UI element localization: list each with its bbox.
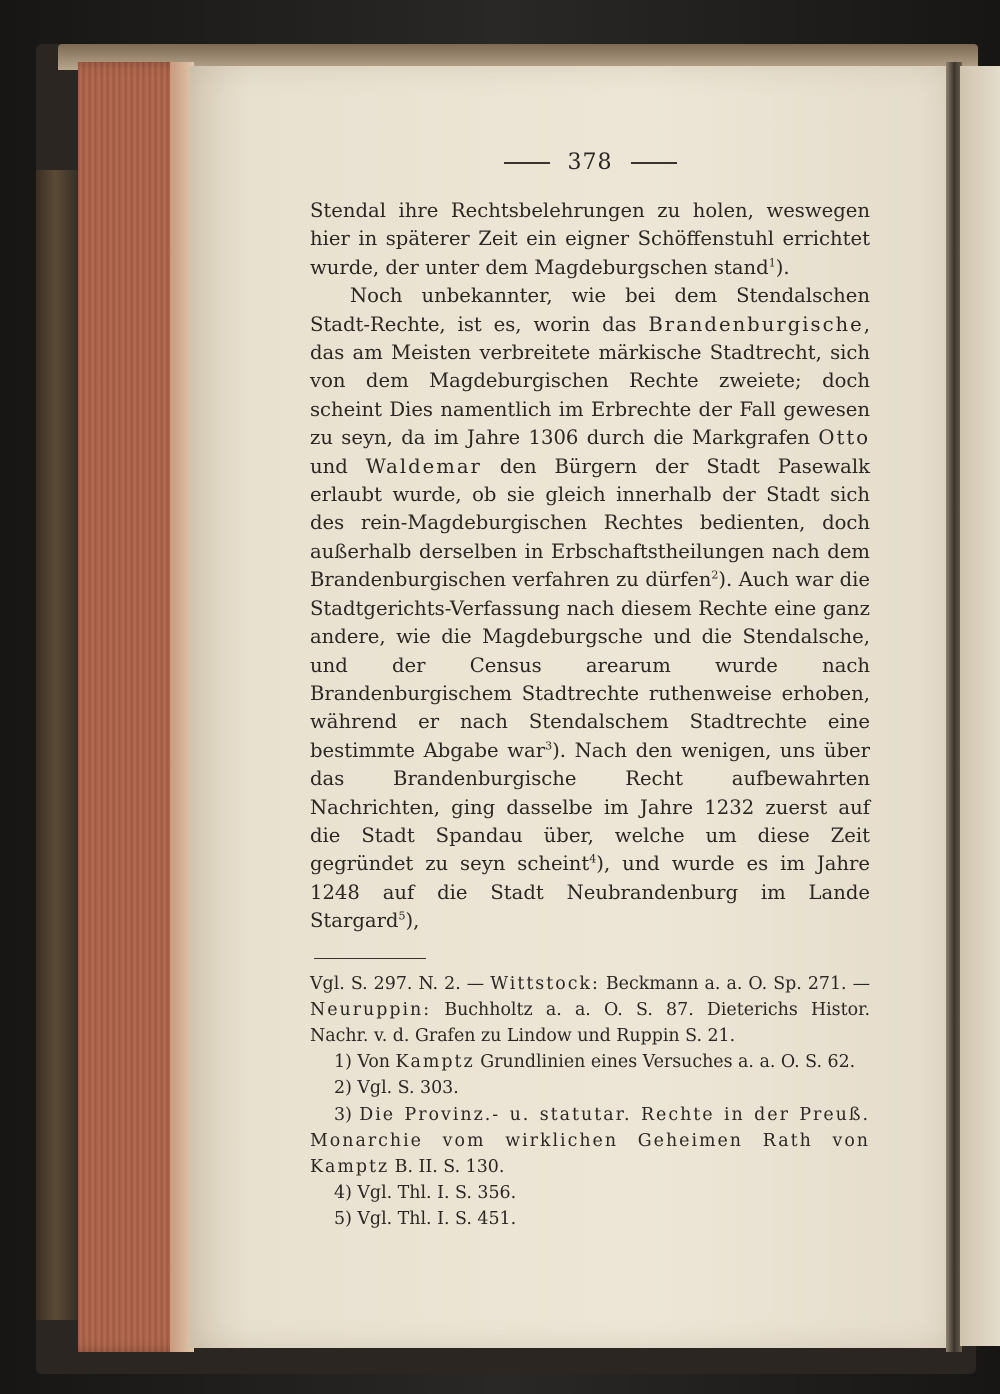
book-spine xyxy=(36,170,84,1320)
spaced-emphasis: Brandenburgische xyxy=(648,312,864,336)
paragraph xyxy=(310,282,870,935)
text-run: 1) Von xyxy=(334,1052,396,1073)
footnote-rule xyxy=(314,958,426,959)
footnote xyxy=(310,1075,870,1101)
header-dash-right xyxy=(631,162,677,164)
text-run: , das am Meisten verbreitete märkische Stadtrecht, sich von dem Magdeburgischen Rechte zweiete; doch scheint Dies namentlich im Erbrechte der Fall gewesen zu seyn, da im Jahre 1306 durch die Markgrafen xyxy=(310,312,870,450)
footnote xyxy=(310,1049,870,1075)
text-run: ). Nach den wenigen, uns über das Brandenburgische Recht aufbewahrten Nachrichten, ging dasselbe im Jahre 1232 zuerst auf die Stadt Spandau über, welche um diese Zeit gegründet zu seyn scheint xyxy=(310,738,870,876)
text-run: 5) Vgl. Thl. I. S. 451. xyxy=(334,1209,517,1230)
text-run: ), xyxy=(405,909,420,933)
text-run: 2) Vgl. S. 303. xyxy=(334,1078,459,1099)
footnote xyxy=(310,1102,870,1181)
text-run: Grundlinien eines Versuches a. a. O. S. 62. xyxy=(474,1052,856,1073)
text-run: B. II. S. 130. xyxy=(389,1156,505,1177)
footnote xyxy=(310,1206,870,1232)
spaced-emphasis: Otto xyxy=(818,426,870,450)
footnote xyxy=(310,1180,870,1206)
text-run: Noch unbekannter, wie bei dem Stendalschen Stadt-Rechte, ist es, worin das xyxy=(310,284,870,336)
footnote-marker: 4 xyxy=(589,852,597,866)
page-content xyxy=(310,150,870,1233)
header-dash-left xyxy=(504,162,550,164)
footnote-marker: 3 xyxy=(545,739,553,753)
text-run: 3) xyxy=(334,1104,360,1125)
footnote-continuation xyxy=(310,971,870,1050)
footnote-marker: 2 xyxy=(711,568,719,582)
spaced-emphasis: Waldemar xyxy=(365,454,482,478)
text-run: und xyxy=(310,454,366,478)
spaced-emphasis: Die Provinz.- u. statutar. Rechte in der Preuß. Monarchie vom wirklichen Geheimen Rath von Kamptz xyxy=(310,1104,870,1177)
text-run: den Bürgern der Stadt Pasewalk erlaubt wurde, ob sie gleich innerhalb der Stadt sich des rein-Magdeburgischen Rechtes bedienten, doch außerhalb derselben in Erbschaftstheilungen nach dem Brandenburgischen verfahren zu dürfen xyxy=(310,454,870,592)
text-run: 4) Vgl. Thl. I. S. 356. xyxy=(334,1183,517,1204)
text-run: ). xyxy=(775,255,790,279)
paragraph xyxy=(310,197,870,282)
spaced-emphasis: Wittstock: xyxy=(490,973,600,994)
text-run: ). Auch war die Stadtgerichts-Verfassung nach diesem Rechte eine ganz andere, wie die Magdeburgsche und die Stendalsche, und der Census arearum wurde nach Brandenburgischem Stadtrechte ruthenweise erhoben, während er nach Stendalschem Stadtrechte eine bestimmte Abgabe war xyxy=(310,568,870,762)
text-run: Vgl. S. 297. N. 2. — xyxy=(310,973,491,994)
footnotes xyxy=(310,971,870,1233)
footnote-marker: 5 xyxy=(398,909,406,923)
footnote-marker: 1 xyxy=(768,256,776,270)
text-run: Stendal ihre Rechtsbelehrungen zu holen, weswegen hier in späterer Zeit ein eigner Schöffenstuhl errichtet wurde, der unter dem Magdeburgschen stand xyxy=(310,199,870,279)
right-page-sliver xyxy=(960,66,1000,1346)
text-run: Beckmann a. a. O. Sp. 271. — xyxy=(599,973,870,994)
body-text xyxy=(310,197,870,936)
spaced-emphasis: Neuruppin: xyxy=(310,999,432,1020)
page-header xyxy=(310,150,870,175)
text-run: Buchholtz a. a. O. S. 87. Dieterichs Histor. Nachr. v. d. Grafen zu Lindow und Ruppin S. 21. xyxy=(310,999,870,1046)
page-number: 378 xyxy=(567,150,613,175)
spaced-emphasis: Kamptz xyxy=(395,1052,475,1073)
text-run: ), und wurde es im Jahre 1248 auf die Stadt Neubrandenburg im Lande Stargard xyxy=(310,852,870,933)
